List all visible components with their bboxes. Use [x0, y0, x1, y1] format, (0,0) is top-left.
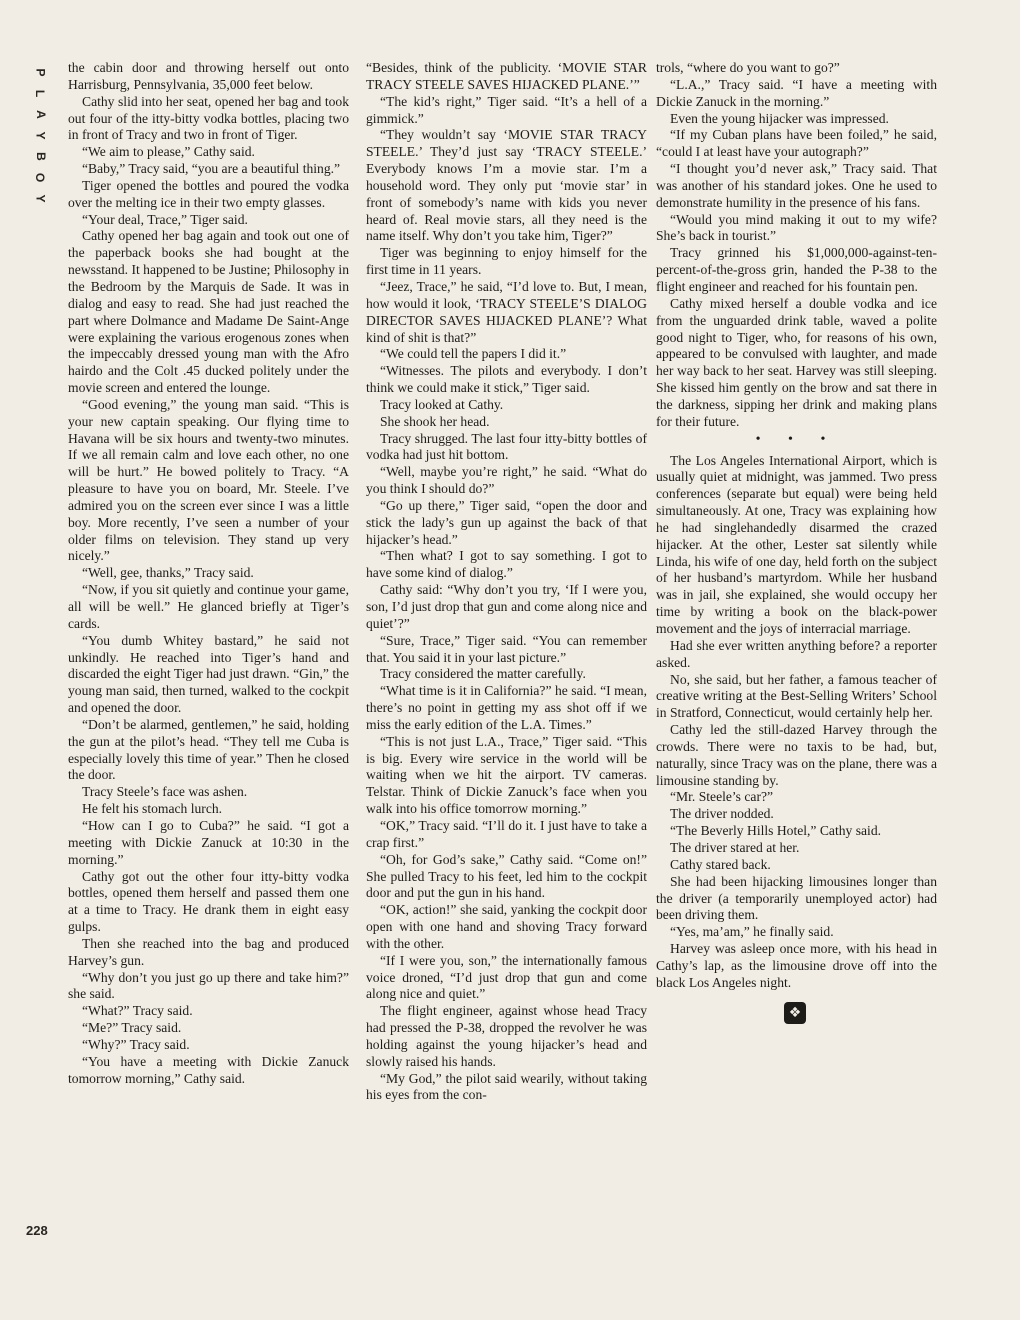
section-break: • • •: [755, 431, 838, 447]
paragraph: “My God,” the pilot said wearily, without taking his eyes from the con-: [366, 1070, 647, 1103]
paragraph: Cathy slid into her seat, opened her bag and took out four of the itty-bitty vodka bottles, placing two in front of Tracy and two in front of Tiger.: [68, 93, 349, 143]
paragraph: “Mr. Steele’s car?”: [670, 789, 774, 805]
paragraph: No, she said, but her father, a famous teacher of creative writing at the Best-Selling Writers’ School in Stratford, Connecticut, would certainly help her.: [656, 671, 937, 721]
paragraph: “L.A.,” Tracy said. “I have a meeting with Dickie Zanuck in the morning.”: [656, 76, 937, 109]
paragraph: Tracy shrugged. The last four itty-bitty bottles of vodka had just hit bottom.: [366, 430, 647, 463]
paragraph: “Baby,” Tracy said, “you are a beautiful thing.”: [82, 161, 341, 177]
paragraph: “You dumb Whitey bastard,” he said not unkindly. He reached into Tiger’s hand and discarded the eight Tiger had just drawn. “Gin,” the young man said, then turned, walked to the cockpit and opened the door.: [68, 632, 349, 716]
paragraph: Tracy looked at Cathy.: [380, 396, 504, 412]
paragraph: “Yes, ma’am,” he finally said.: [670, 924, 834, 940]
paragraph: “Sure, Trace,” Tiger said. “You can remember that. You said it in your last picture.”: [366, 632, 647, 665]
spine-letter: Y: [33, 131, 48, 140]
column-3-upper-text: [656, 60, 937, 431]
paragraph: Cathy said: “Why don’t you try, ‘If I were you, son, I’d just drop that gun and come along nice and quiet’?”: [366, 582, 647, 631]
paragraph: “If I were you, son,” the internationally famous voice droned, “I’d just drop that gun and come along nice and quiet.”: [366, 952, 647, 1002]
paragraph: Tiger was beginning to enjoy himself for the first time in 11 years.: [366, 245, 647, 278]
paragraph: “Why?” Tracy said.: [82, 1036, 190, 1052]
paragraph: “Now, if you sit quietly and continue your game, all will be well.” He glanced briefly at Tiger’s cards.: [68, 582, 349, 631]
paragraph: Cathy mixed herself a double vodka and ice from the unguarded drink table, waved a polite good night to Tiger, who, for reasons of his own, appeared to be convulsed with laughter, and made her way back to her seat. Harvey was still sleeping. She kissed him gently on the brow and sat there in the darkness, sipping her drink and making plans for their future.: [656, 295, 937, 429]
paragraph: Then she reached into the bag and produced Harvey’s gun.: [68, 935, 349, 968]
spine-letter: A: [33, 110, 48, 119]
paragraph: “We aim to please,” Cathy said.: [82, 144, 255, 160]
paragraph: “You have a meeting with Dickie Zanuck tomorrow morning,” Cathy said.: [68, 1053, 349, 1086]
paragraph: The Los Angeles International Airport, which is usually quiet at midnight, was jammed. Two press conferences (separate but equal) were being held simultaneously. At one, Tracy was explaining how he had singlehandedly disarmed the crazed hijacker. At the other, Lester sat silently while Linda, his wife of one day, held forth on the subject of her husband’s martyrdom. While her husband was in jail, she explained, she would occupy her time by writing a book on the black-power movement and the joys of interracial marriage.: [656, 452, 937, 636]
text-column-2: [366, 60, 647, 1104]
paragraph: Tracy Steele’s face was ashen.: [82, 784, 248, 800]
paragraph: “Good evening,” the young man said. “This is your new captain speaking. Our flying time to Havana will be six hours and twenty-two minutes. If we all remain calm and love each other, no one will be hurt.” He bowed politely to Tracy. “A pleasure to have you on board, Mr. Steele. I’ve admired you on the screen ever since I was a little boy. More recently, I’ve seen a number of your older films on television. They stand up very nicely.”: [68, 396, 349, 564]
paragraph: “What?” Tracy said.: [82, 1003, 193, 1019]
paragraph: “Jeez, Trace,” he said, “I’d love to. But, I mean, how would it look, ‘TRACY STEELE’S DIALOG DIRECTOR SAVES HIJACKED PLANE’? What kind of shit is that?”: [366, 278, 647, 345]
paragraph: “If my Cuban plans have been foiled,” he said, “could I at least have your autograph?”: [656, 127, 937, 160]
paragraph: The driver nodded.: [670, 806, 774, 822]
paragraph: Had she ever written anything before? a reporter asked.: [656, 637, 937, 670]
paragraph: “Besides, think of the publicity. ‘MOVIE STAR TRACY STEELE SAVES HIJACKED PLANE.’”: [366, 60, 647, 92]
paragraph: Tiger opened the bottles and poured the vodka over the melting ice in their two empty glasses.: [68, 177, 349, 210]
paragraph: “How can I go to Cuba?” he said. “I got a meeting with Dickie Zanuck at 10:30 in the morning.”: [68, 817, 349, 867]
text-column-3: [656, 60, 937, 1024]
paragraph: Harvey was asleep once more, with his head in Cathy’s lap, as the limousine drove off into the black Los Angeles night.: [656, 941, 937, 990]
paragraph: She had been hijacking limousines longer than the driver (a temporarily unemployed actor) had been driving them.: [656, 873, 937, 923]
spine-letter: L: [33, 89, 48, 98]
paragraph: “Why don’t you just go up there and take him?” she said.: [68, 969, 349, 1002]
paragraph: “Well, gee, thanks,” Tracy said.: [82, 565, 254, 581]
paragraph: “Go up there,” Tiger said, “open the door and stick the lady’s gun up against the back of that hijacker’s head.”: [366, 497, 647, 547]
text-column-1: [68, 60, 349, 1087]
paragraph: Even the young hijacker was impressed.: [670, 110, 889, 126]
paragraph: The flight engineer, against whose head Tracy had pressed the P-38, dropped the revolver he was holding against the young hijacker’s head and slowly raised his hands.: [366, 1003, 647, 1069]
paragraph: “I thought you’d never ask,” Tracy said. That was another of his standard jokes. One he used to demonstrate humility in the presence of his fans.: [656, 161, 937, 210]
spine-letter: B: [33, 152, 48, 161]
paragraph: “The Beverly Hills Hotel,” Cathy said.: [670, 823, 882, 839]
paragraph: “Your deal, Trace,” Tiger said.: [82, 211, 248, 227]
paragraph: “Me?” Tracy said.: [82, 1020, 182, 1036]
rabbit-head-end-mark-icon: ❖: [784, 1002, 806, 1024]
paragraph: “OK,” Tracy said. “I’ll do it. I just have to take a crap first.”: [366, 817, 647, 850]
paragraph: “What time is it in California?” he said. “I mean, there’s no point in getting my ass shot off if we miss the early edition of the L.A. Times.”: [366, 683, 647, 732]
paragraph: “They wouldn’t say ‘MOVIE STAR TRACY STEELE.’ They’d just say ‘TRACY STEELE.’ Everybody knows I’m a movie star. I’m a household word. They only put ‘movie star’ in front of somebody’s name with kids you never heard of. Real movie stars, all they need is the name itself. Why don’t you take him, Tiger?”: [366, 127, 647, 244]
spine-letter: Y: [33, 194, 48, 203]
paragraph: “Oh, for God’s sake,” Cathy said. “Come on!” She pulled Tracy to his feet, led him to the cockpit door and put the gun in his hand.: [366, 851, 647, 901]
paragraph: “Witnesses. The pilots and everybody. I don’t think we could make it stick,” Tiger said.: [366, 363, 647, 396]
paragraph: trols, “where do you want to go?”: [656, 60, 840, 75]
paragraph: “Would you mind making it out to my wife? She’s back in tourist.”: [656, 211, 937, 244]
paragraph: “OK, action!” she said, yanking the cockpit door open with one hand and shoving Tracy forward with the other.: [366, 902, 647, 951]
paragraph: Cathy got out the other four itty-bitty vodka bottles, opened them herself and passed them one at a time to Tracy. He drank them in eight easy gulps.: [68, 868, 349, 935]
paragraph: “Don’t be alarmed, gentlemen,” he said, holding the gun at the pilot’s head. “They tell me Cuba is especially lovely this time of year.” Then he closed the door.: [68, 716, 349, 783]
paragraph: Tracy considered the matter carefully.: [380, 666, 586, 682]
paragraph: He felt his stomach lurch.: [82, 801, 223, 817]
paragraph: the cabin door and throwing herself out onto Harrisburg, Pennsylvania, 35,000 feet below.: [68, 60, 349, 92]
paragraph: Tracy grinned his $1,000,000-against-ten-percent-of-the-gross grin, handed the P-38 to the flight engineer and reached for his fountain pen.: [656, 245, 937, 294]
spine-letter: P: [33, 68, 48, 77]
paragraph: “Well, maybe you’re right,” he said. “What do you think I should do?”: [366, 464, 647, 497]
paragraph: “Then what? I got to say something. I got to have some kind of dialog.”: [366, 548, 647, 581]
paragraph: She shook her head.: [380, 413, 490, 429]
paragraph: “The kid’s right,” Tiger said. “It’s a hell of a gimmick.”: [366, 93, 647, 126]
column-3-lower-text: [656, 453, 937, 992]
paragraph: The driver stared at her.: [670, 839, 800, 855]
paragraph: Cathy stared back.: [670, 856, 771, 872]
paragraph: Cathy opened her bag again and took out one of the paperback books she had bought at the newsstand. It happened to be Justine; Philosophy in the Bedroom by the Marquis de Sade. It was in dialog and easy to read. She had just reached the part where Dolmance and Madame De Saint-Ange were explaining the various erogenous zones when the impeccably dressed young man with the Afro hairdo and the Colt .45 ducked politely under the movie screen and entered the lounge.: [68, 228, 349, 396]
magazine-spine-title: [30, 62, 50, 209]
page-number: 228: [26, 1223, 48, 1238]
paragraph: Cathy led the still-dazed Harvey through the crowds. There were no taxis to be had, but, naturally, since Tracy was on the plane, there was a limousine standing by.: [656, 722, 937, 788]
paragraph: “We could tell the papers I did it.”: [380, 346, 567, 362]
paragraph: “This is not just L.A., Trace,” Tiger said. “This is big. Every wire service in the world will be waiting when we hit the airport. TV cameras. Telstar. Think of Dickie Zanuck’s face when you walk into his office tomorrow morning.”: [366, 733, 647, 817]
spine-letter: O: [33, 172, 48, 183]
